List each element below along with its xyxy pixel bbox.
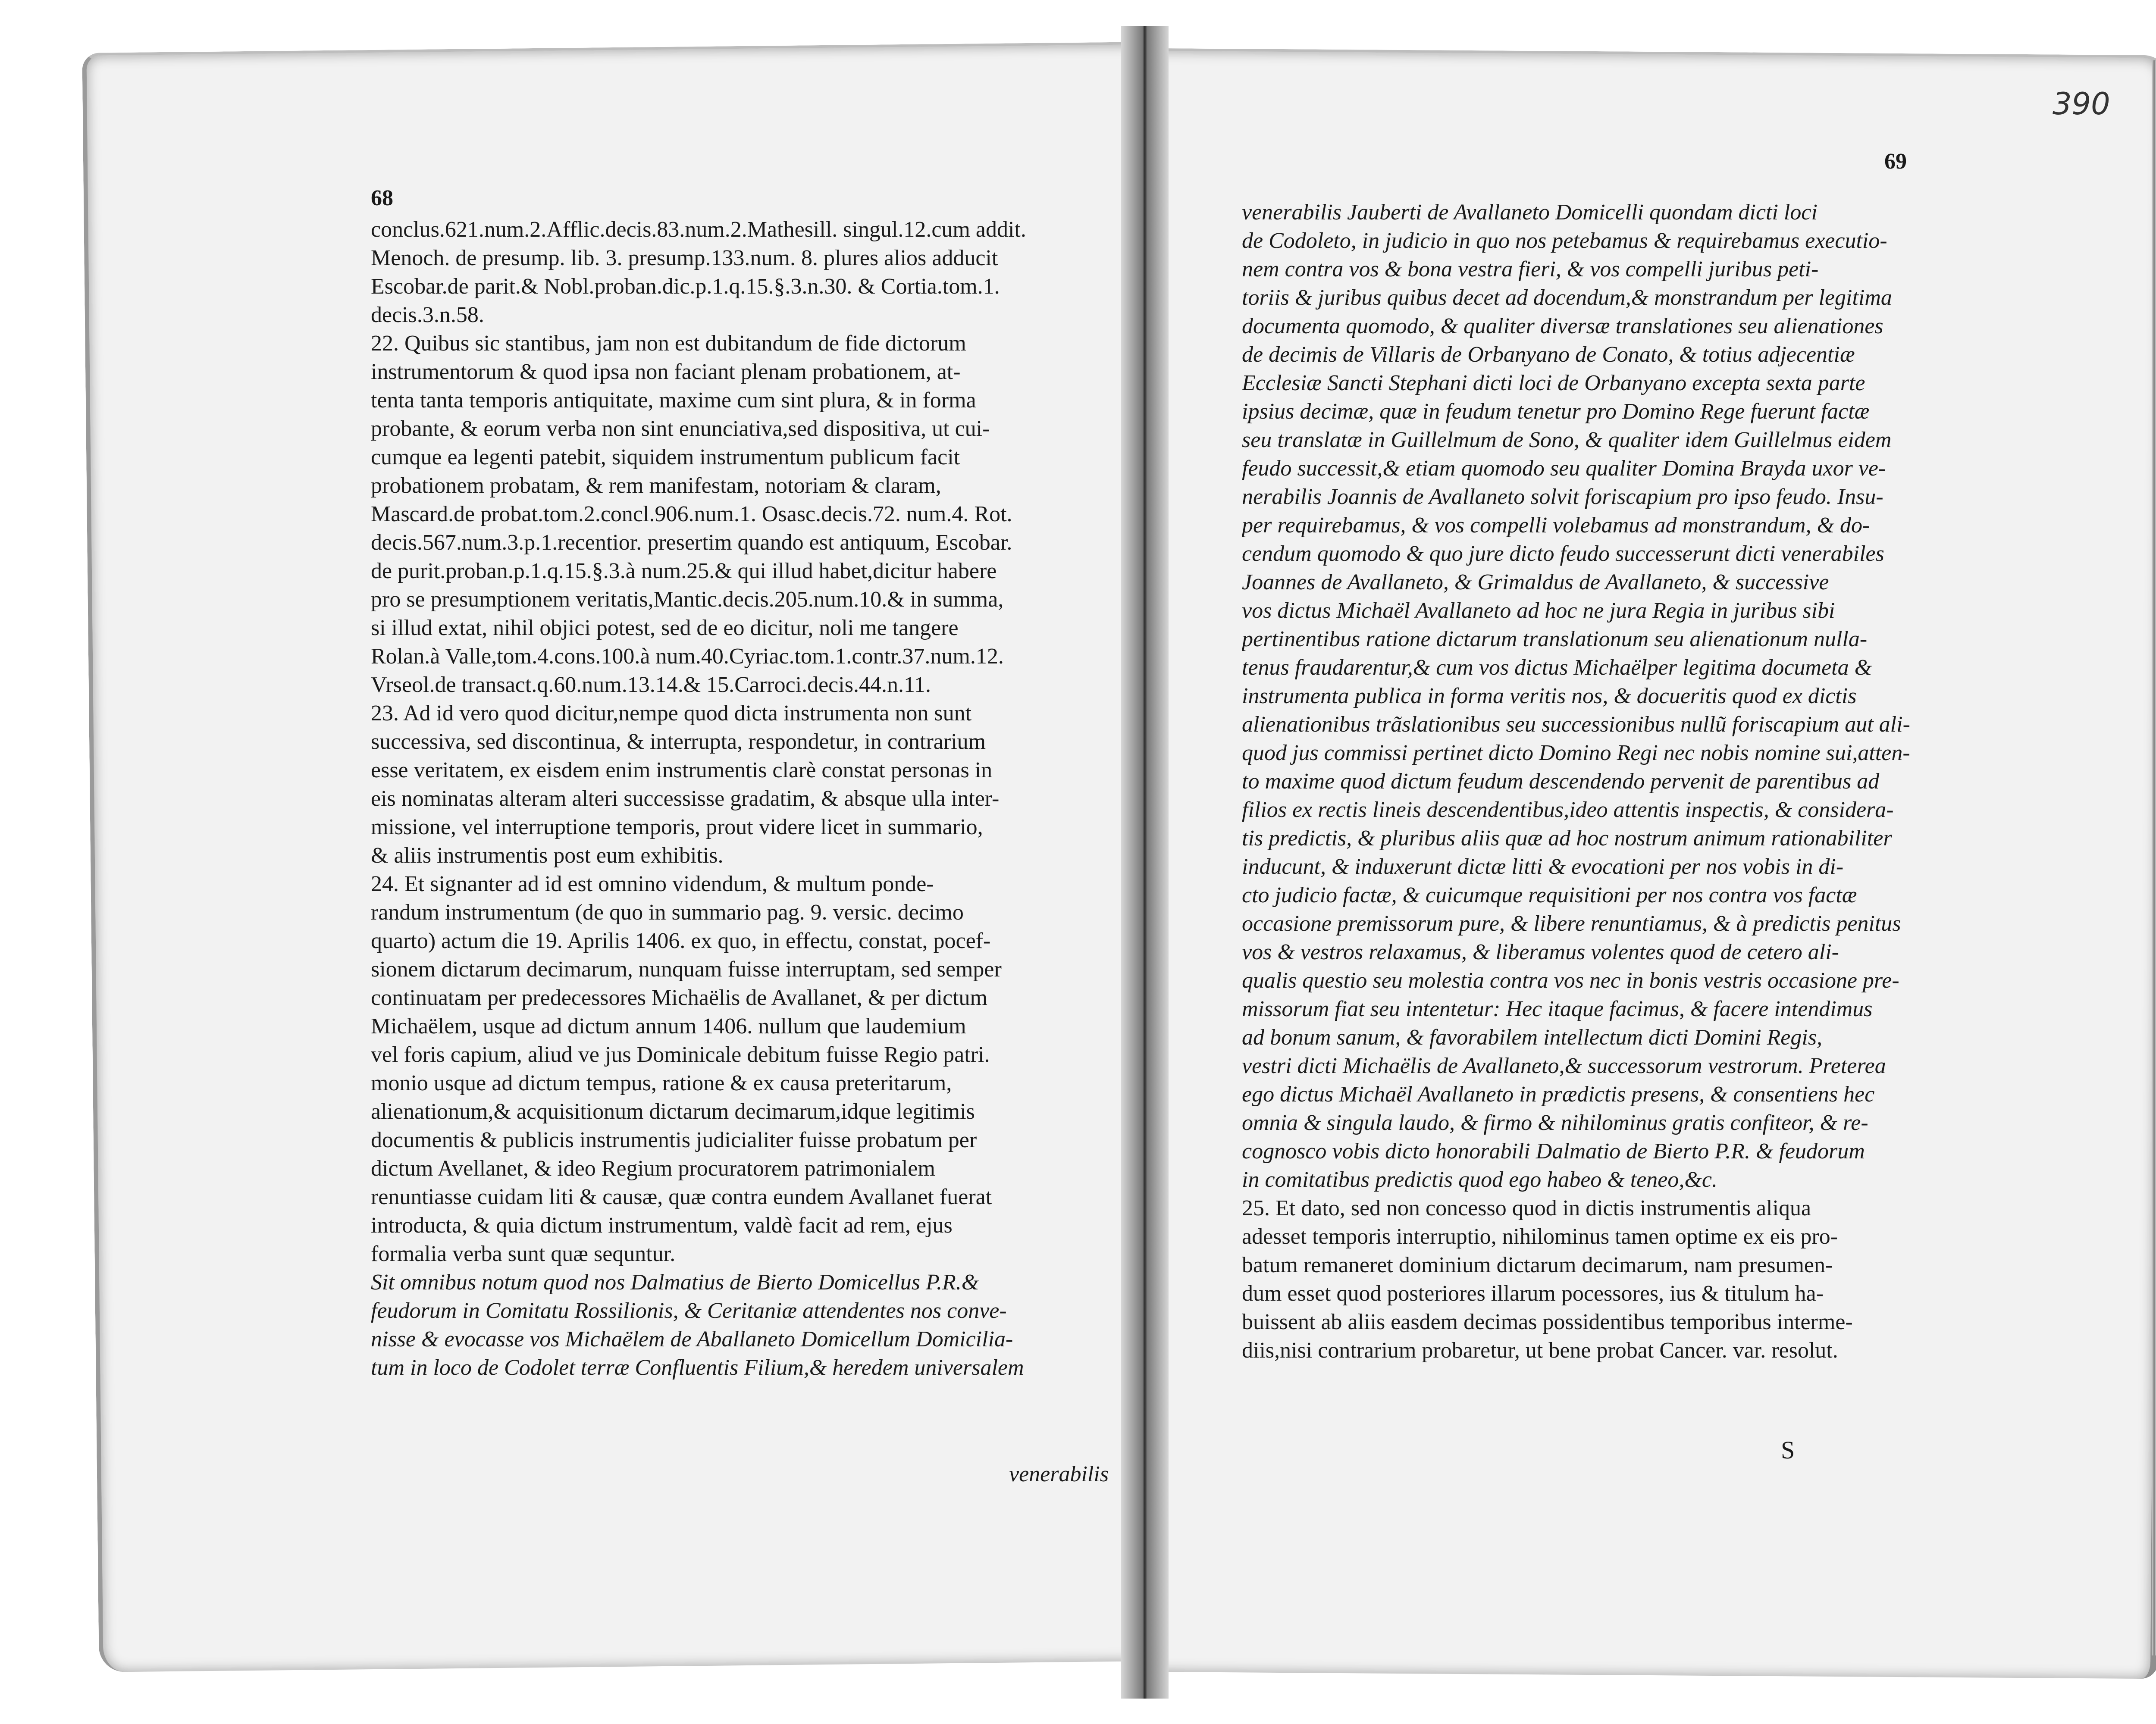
text-line: introducta, & quia dictum instrumentum, valdè facit ad rem, ejus xyxy=(371,1213,953,1238)
text-line: vos & vestros relaxamus, & liberamus volentes quod de cetero ali- xyxy=(1242,940,1839,964)
text-line: formalia verba sunt quæ sequntur. xyxy=(371,1242,676,1266)
text-line: renuntiasse cuidam liti & causæ, quæ contra eundem Avallanet fuerat xyxy=(371,1185,992,1209)
text-line: documenta quomodo, & qualiter diversæ translationes seu alienationes xyxy=(1242,314,1883,338)
text-line: Vrseol.de transact.q.60.num.13.14.& 15.Carroci.decis.44.n.11. xyxy=(371,673,931,697)
text-line: missione, vel interruptione temporis, prout videre licet in summario, xyxy=(371,815,983,839)
text-line: alienationum,& acquisitionum dictarum decimarum,idque legitimis xyxy=(371,1099,975,1124)
text-line: continuatam per predecessores Michaëlis de Avallanet, & per dictum xyxy=(371,986,987,1010)
text-line: occasione premissorum pure, & libere renuntiamus, & à predictis penitus xyxy=(1242,911,1901,936)
text-line: pertinentibus ratione dictarum translationum seu alienationum nulla- xyxy=(1242,627,1868,651)
text-line: Menoch. de presump. lib. 3. presump.133.num. 8. plures alios adducit xyxy=(371,246,998,270)
text-line: batum remaneret dominium dictarum decimarum, nam presumen- xyxy=(1242,1253,1833,1277)
text-line: probante, & eorum verba non sint enunciativa,sed dispositiva, ut cui- xyxy=(371,416,990,441)
text-line: nisse & evocasse vos Michaëlem de Aballaneto Domicellum Domicilia- xyxy=(371,1327,1013,1352)
text-line: cto judicio factæ, & cuicumque requisitioni per nos contra vos factæ xyxy=(1242,883,1857,907)
text-line: diis,nisi contrarium probaretur, ut bene probat Cancer. var. resolut. xyxy=(1242,1338,1838,1363)
text-line: Joannes de Avallaneto, & Grimaldus de Avallaneto, & successive xyxy=(1242,570,1829,594)
text-line: instrumenta publica in forma veritis nos, & docueritis quod ex dictis xyxy=(1242,684,1857,708)
text-line: to maxime quod dictum feudum descendendo pervenit de parentibus ad xyxy=(1242,769,1880,794)
text-line: sionem dictarum decimarum, nunquam fuisse interruptam, sed semper xyxy=(371,957,1002,982)
text-line: decis.567.num.3.p.1.recentior. presertim quando est antiquum, Escobar. xyxy=(371,530,1012,555)
text-line: alienationibus trãslationibus seu successionibus nullũ foriscapium aut ali- xyxy=(1242,712,1910,737)
archive-folio-number: 390 xyxy=(2053,86,2110,122)
text-line: 24. Et signanter ad id est omnino videndum, & multum ponde- xyxy=(371,872,934,896)
text-line: tis predictis, & pluribus aliis quæ ad hoc nostrum animum rationabiliter xyxy=(1242,826,1892,851)
text-line: documentis & publicis instrumentis judicialiter fuisse probatum per xyxy=(371,1128,977,1152)
text-line: cognosco vobis dicto honorabili Dalmatio de Bierto P.R. & feudorum xyxy=(1242,1139,1865,1164)
text-line: venerabilis Jauberti de Avallaneto Domicelli quondam dicti loci xyxy=(1242,200,1818,225)
text-line: tenus fraudarentur,& cum vos dictus Michaëlper legitima documeta & xyxy=(1242,655,1872,680)
text-line: qualis questio seu molestia contra vos nec in bonis vestris occasione pre- xyxy=(1242,968,1899,993)
text-line: randum instrumentum (de quo in summario pag. 9. versic. decimo xyxy=(371,900,964,925)
text-line: feudorum in Comitatu Rossilionis, & Ceritaniæ attendentes nos conve- xyxy=(371,1298,1007,1323)
text-line: buissent ab aliis easdem decimas possidentibus temporibus interme- xyxy=(1242,1310,1853,1334)
text-line: cendum quomodo & quo jure dicto feudo successerunt dicti venerabiles xyxy=(1242,541,1884,566)
text-line: Escobar.de parit.& Nobl.proban.dic.p.1.q.15.§.3.n.30. & Cortia.tom.1. xyxy=(371,274,1000,299)
text-line: decis.3.n.58. xyxy=(371,303,484,327)
text-line: quod jus commissi pertinet dicto Domino Regi nec nobis nomine sui,atten- xyxy=(1242,741,1910,765)
text-line: de Codoleto, in judicio in quo nos petebamus & requirebamus executio- xyxy=(1242,228,1887,253)
left-catchword: venerabilis xyxy=(1009,1462,1109,1486)
text-line: pro se presumptionem veritatis,Mantic.decis.205.num.10.& in summa, xyxy=(371,587,1004,612)
text-line: in comitatibus predictis quod ego habeo & teneo,&c. xyxy=(1242,1167,1717,1192)
text-line: Rolan.à Valle,tom.4.cons.100.à num.40.Cyriac.tom.1.contr.37.num.12. xyxy=(371,644,1004,669)
text-line: 22. Quibus sic stantibus, jam non est dubitandum de fide dictorum xyxy=(371,331,966,356)
text-line: tum in loco de Codolet terræ Confluentis Filium,& heredem universalem xyxy=(371,1355,1024,1380)
text-line: tenta tanta temporis antiquitate, maxime cum sint plura, & in forma xyxy=(371,388,976,413)
text-line: Ecclesiæ Sancti Stephani dicti loci de Orbanyano excepta sexta parte xyxy=(1242,371,1865,395)
signature-mark: S xyxy=(1781,1436,1795,1464)
text-line: conclus.621.num.2.Afflic.decis.83.num.2.Mathesill. singul.12.cum addit. xyxy=(371,217,1026,242)
text-line: toriis & juribus quibus decet ad docendum,& monstrandum per legitima xyxy=(1242,285,1892,310)
text-line: vel foris capium, aliud ve jus Dominicale debitum fuisse Regio patri. xyxy=(371,1042,990,1067)
text-line: 25. Et dato, sed non concesso quod in dictis instrumentis aliqua xyxy=(1242,1196,1811,1220)
left-page-text xyxy=(371,185,1104,1382)
text-line: vos dictus Michaël Avallaneto ad hoc ne jura Regia in juribus sibi xyxy=(1242,598,1835,623)
text-line: Mascard.de probat.tom.2.concl.906.num.1. Osasc.decis.72. num.4. Rot. xyxy=(371,502,1012,526)
text-line: ad bonum sanum, & favorabilem intellectum dicti Domini Regis, xyxy=(1242,1025,1823,1050)
text-line: ipsius decimæ, quæ in feudum tenetur pro Domino Rege fuerunt factæ xyxy=(1242,399,1870,424)
page-edges xyxy=(2152,60,2156,1655)
left-page-number: 68 xyxy=(371,186,393,210)
text-line: adesset temporis interruptio, nihilominus tamen optime ex eis pro- xyxy=(1242,1224,1838,1249)
text-line: dum esset quod posteriores illarum pocessores, ius & titulum ha- xyxy=(1242,1281,1824,1306)
text-line: ego dictus Michaël Avallaneto in prædictis presens, & consentiens hec xyxy=(1242,1082,1875,1107)
text-line: successiva, sed discontinua, & interrupta, respondetur, in contrarium xyxy=(371,729,986,754)
text-line: & aliis instrumentis post eum exhibitis. xyxy=(371,843,724,868)
right-page-text xyxy=(1242,181,1953,1365)
text-line: de purit.proban.p.1.q.15.§.3.à num.25.& qui illud habet,dicitur habere xyxy=(371,559,997,583)
text-line: monio usque ad dictum tempus, ratione & ex causa preteritarum, xyxy=(371,1071,952,1095)
text-line: filios ex rectis lineis descendentibus,ideo attentis inspectis, & considera- xyxy=(1242,798,1894,822)
text-line: inducunt, & induxerunt dictæ litti & evocationi per nos vobis in di- xyxy=(1242,854,1844,879)
text-line: esse veritatem, ex eisdem enim instrumentis clarè constat personas in xyxy=(371,758,993,782)
text-line: si illud extat, nihil objici potest, sed de eo dicitur, noli me tangere xyxy=(371,616,959,640)
text-line: nem contra vos & bona vestra fieri, & vos compelli juribus peti- xyxy=(1242,257,1819,282)
text-line: eis nominatas alteram alteri successisse gradatim, & absque ulla inter- xyxy=(371,786,1000,811)
text-line: dictum Avellanet, & ideo Regium procuratorem patrimonialem xyxy=(371,1156,935,1181)
text-line: seu translatæ in Guillelmum de Sono, & qualiter idem Guillelmus eidem xyxy=(1242,428,1892,452)
right-page-number: 69 xyxy=(1884,149,1907,174)
text-line: de decimis de Villaris de Orbanyano de Conato, & totius adjecentiæ xyxy=(1242,342,1855,367)
text-line: omnia & singula laudo, & firmo & nihilominus gratis confiteor, & re- xyxy=(1242,1111,1868,1135)
text-line: feudo successit,& etiam quomodo seu qualiter Domina Brayda uxor ve- xyxy=(1242,456,1886,481)
text-line: vestri dicti Michaëlis de Avallaneto,& successorum vestrorum. Preterea xyxy=(1242,1054,1886,1078)
text-line: Michaëlem, usque ad dictum annum 1406. nullum que laudemium xyxy=(371,1014,966,1039)
text-line: missorum fiat seu intentetur: Hec itaque facimus, & facere intendimus xyxy=(1242,997,1873,1021)
text-line: nerabilis Joannis de Avallaneto solvit foriscapium pro ipso feudo. Insu- xyxy=(1242,485,1883,509)
text-line: cumque ea legenti patebit, siquidem instrumentum publicum facit xyxy=(371,445,960,469)
text-line: Sit omnibus notum quod nos Dalmatius de Bierto Domicellus P.R.& xyxy=(371,1270,979,1295)
text-line: probationem probatam, & rem manifestam, notoriam & claram, xyxy=(371,473,941,498)
text-line: instrumentorum & quod ipsa non faciant plenam probationem, at- xyxy=(371,360,961,384)
book-gutter xyxy=(1121,26,1169,1699)
text-line: per requirebamus, & vos compelli volebamus ad monstrandum, & do- xyxy=(1242,513,1870,538)
text-line: quarto) actum die 19. Aprilis 1406. ex quo, in effectu, constat, pocef- xyxy=(371,929,991,953)
text-line: 23. Ad id vero quod dicitur,nempe quod dicta instrumenta non sunt xyxy=(371,701,972,726)
